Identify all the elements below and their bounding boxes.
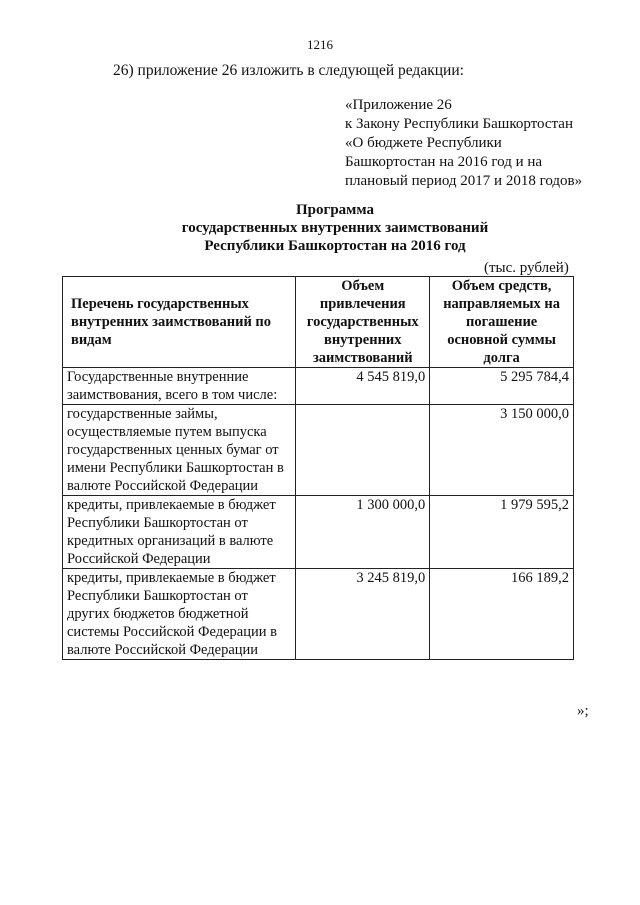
header-types: Перечень государственных внутренних заимствований по видам	[63, 277, 296, 368]
units-label: (тыс. рублей)	[484, 260, 569, 276]
header-repay: Объем средств, направляемых на погашение основной суммы долга	[430, 277, 574, 368]
row-name: кредиты, привлекаемые в бюджет Республики Башкортостан от других бюджетов бюджетной системы Российской Федерации в валюте Российской Федерации	[63, 569, 296, 660]
closing-quote: »;	[577, 703, 589, 719]
row-repay: 5 295 784,4	[430, 368, 574, 405]
borrowing-table	[62, 276, 574, 660]
appendix-line: к Закону Республики Башкортостан	[345, 116, 573, 132]
row-repay: 1 979 595,2	[430, 496, 574, 569]
table-row	[63, 405, 574, 496]
row-raise: 4 545 819,0	[296, 368, 430, 405]
amendment-intro: 26) приложение 26 изложить в следующей редакции:	[113, 62, 464, 79]
row-name: кредиты, привлекаемые в бюджет Республики Башкортостан от кредитных организаций в валюте Российской Федерации	[63, 496, 296, 569]
table-row	[63, 368, 574, 405]
page-number: 1216	[307, 37, 333, 52]
header-raise: Объем привлечения государственных внутренних заимствований	[296, 277, 430, 368]
document-title	[0, 201, 640, 255]
appendix-header	[345, 96, 582, 191]
row-repay: 166 189,2	[430, 569, 574, 660]
appendix-line: Башкортостан на 2016 год и на	[345, 154, 543, 170]
table-header-row	[63, 277, 574, 368]
row-raise	[296, 405, 430, 496]
table-row	[63, 569, 574, 660]
title-line: Республики Башкортостан на 2016 год	[204, 238, 466, 254]
appendix-line: «О бюджете Республики	[345, 135, 502, 151]
row-raise: 1 300 000,0	[296, 496, 430, 569]
appendix-line: «Приложение 26	[345, 97, 452, 113]
appendix-line: плановый период 2017 и 2018 годов»	[345, 173, 583, 189]
table-row	[63, 496, 574, 569]
row-repay: 3 150 000,0	[430, 405, 574, 496]
title-line: Программа	[296, 202, 374, 218]
row-name: государственные займы, осуществляемые путем выпуска государственных ценных бумаг от имени Республики Башкортостан в валюте Российской Федерации	[63, 405, 296, 496]
title-line: государственных внутренних заимствований	[181, 220, 489, 236]
row-raise: 3 245 819,0	[296, 569, 430, 660]
row-name: Государственные внутренние заимствования, всего в том числе:	[63, 368, 296, 405]
